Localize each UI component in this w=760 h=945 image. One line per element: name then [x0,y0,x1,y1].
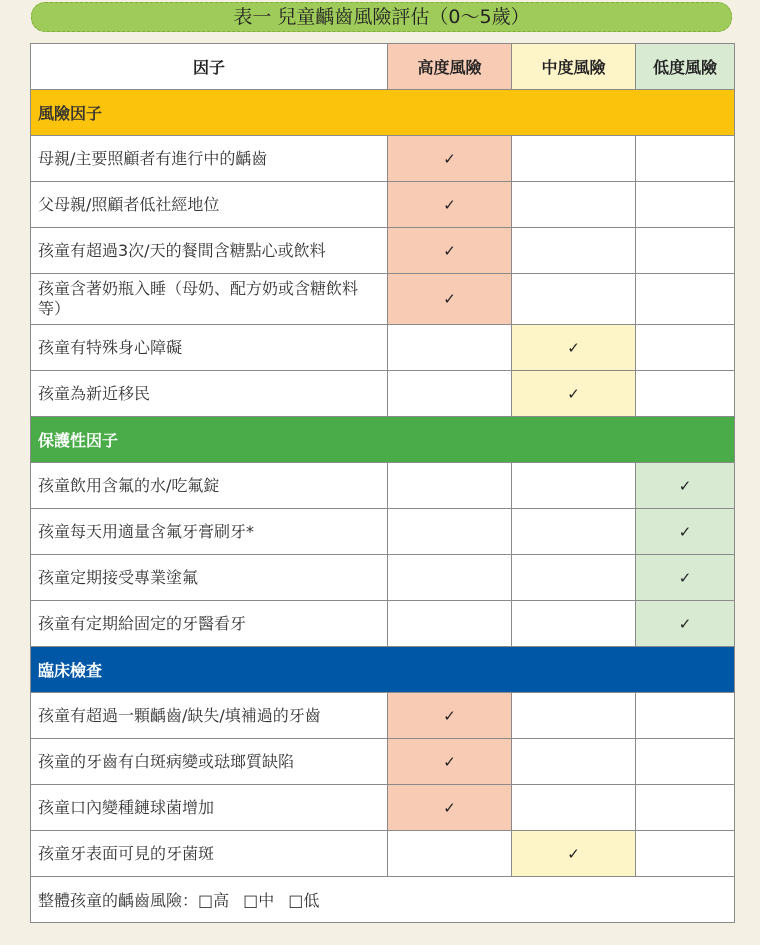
factor-label: 母親/主要照顧者有進行中的齲齒 [31,136,388,182]
table-row [31,739,735,785]
factor-label: 孩童定期接受專業塗氟 [31,555,388,601]
low-risk-cell [636,136,735,182]
table-row [31,831,735,877]
table-title: 表一 兒童齲齒風險評估（0～5歲） [31,2,732,32]
mid-risk-cell [512,601,636,647]
low-risk-cell [636,785,735,831]
header-mid-risk: 中度風險 [512,44,636,90]
low-risk-cell [636,831,735,877]
table-row [31,555,735,601]
header-low-risk: 低度風險 [636,44,735,90]
table-row [31,693,735,739]
low-risk-cell [636,371,735,417]
low-risk-cell [636,739,735,785]
header-high-risk: 高度風險 [388,44,512,90]
section-title: 保護性因子 [31,417,735,463]
high-risk-check: ✓ [388,274,512,325]
table-row [31,785,735,831]
mid-risk-cell [512,228,636,274]
mid-risk-cell [512,463,636,509]
factor-label: 孩童有超過一顆齲齒/缺失/填補過的牙齒 [31,693,388,739]
mid-risk-check: ✓ [512,325,636,371]
high-risk-check: ✓ [388,739,512,785]
high-risk-cell [388,555,512,601]
high-risk-check: ✓ [388,182,512,228]
section-protective-factors [31,417,735,463]
table-row [31,371,735,417]
table-row [31,274,735,325]
overall-risk-row [31,877,735,923]
section-clinical-exam [31,647,735,693]
factor-label: 孩童含著奶瓶入睡（母奶、配方奶或含糖飲料等） [31,274,388,325]
mid-risk-cell [512,509,636,555]
table-body [31,90,735,923]
overall-risk-cell [31,877,735,923]
caries-risk-table [30,43,735,923]
factor-label: 孩童有特殊身心障礙 [31,325,388,371]
low-risk-cell [636,274,735,325]
overall-risk-option-mid[interactable]: □中 [243,891,275,910]
section-title: 臨床檢查 [31,647,735,693]
low-risk-check: ✓ [636,509,735,555]
low-risk-cell [636,325,735,371]
header-row [31,44,735,90]
factor-label: 孩童每天用適量含氟牙膏刷牙* [31,509,388,555]
section-risk-factors [31,90,735,136]
mid-risk-check: ✓ [512,831,636,877]
high-risk-check: ✓ [388,785,512,831]
mid-risk-cell [512,785,636,831]
factor-label: 孩童牙表面可見的牙菌斑 [31,831,388,877]
mid-risk-cell [512,555,636,601]
mid-risk-cell [512,274,636,325]
table-row [31,182,735,228]
table-row [31,509,735,555]
low-risk-cell [636,182,735,228]
section-title: 風險因子 [31,90,735,136]
mid-risk-check: ✓ [512,371,636,417]
high-risk-cell [388,371,512,417]
low-risk-check: ✓ [636,601,735,647]
high-risk-cell [388,831,512,877]
high-risk-cell [388,325,512,371]
high-risk-cell [388,463,512,509]
table-row [31,601,735,647]
overall-risk-option-low[interactable]: □低 [288,891,320,910]
low-risk-check: ✓ [636,463,735,509]
table-row [31,228,735,274]
mid-risk-cell [512,739,636,785]
high-risk-cell [388,601,512,647]
factor-label: 孩童有定期給固定的牙醫看牙 [31,601,388,647]
overall-risk-label: 整體孩童的齲齒風險： [38,891,199,910]
high-risk-check: ✓ [388,228,512,274]
table-row [31,325,735,371]
mid-risk-cell [512,136,636,182]
mid-risk-cell [512,693,636,739]
factor-label: 孩童飲用含氟的水/吃氟錠 [31,463,388,509]
high-risk-cell [388,509,512,555]
high-risk-check: ✓ [388,136,512,182]
high-risk-check: ✓ [388,693,512,739]
low-risk-cell [636,228,735,274]
factor-label: 孩童為新近移民 [31,371,388,417]
factor-label: 孩童有超過3次/天的餐間含糖點心或飲料 [31,228,388,274]
factor-label: 孩童的牙齒有白斑病變或琺瑯質缺陷 [31,739,388,785]
low-risk-cell [636,693,735,739]
mid-risk-cell [512,182,636,228]
table-row [31,463,735,509]
header-factor: 因子 [31,44,388,90]
overall-risk-option-high[interactable]: □高 [198,891,230,910]
factor-label: 孩童口內變種鏈球菌增加 [31,785,388,831]
low-risk-check: ✓ [636,555,735,601]
factor-label: 父母親/照顧者低社經地位 [31,182,388,228]
table-row [31,136,735,182]
